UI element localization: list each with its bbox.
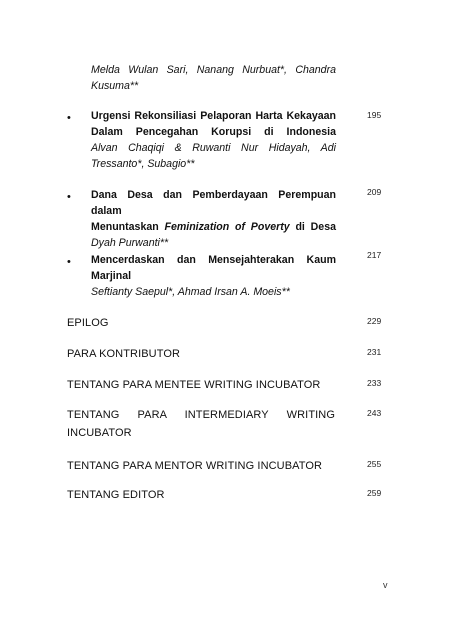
entry-title-line: Mencerdaskan dan Mensejahterakan Kaum bbox=[91, 254, 336, 266]
author-line: Melda Wulan Sari, Nanang Nurbuat*, Chandra bbox=[91, 64, 336, 76]
page-number: 229 bbox=[367, 316, 382, 326]
page-number: 259 bbox=[367, 488, 382, 498]
page-number: 209 bbox=[367, 187, 382, 197]
page-number: 243 bbox=[367, 408, 382, 418]
entry-title-line: Urgensi Rekonsiliasi Pelaporan Harta Kekayaan bbox=[91, 110, 336, 122]
page-number: 233 bbox=[367, 378, 382, 388]
page-number: 195 bbox=[367, 110, 382, 120]
footer-page-number: v bbox=[383, 580, 388, 590]
section-para-kontributor[interactable]: PARA KONTRIBUTOR bbox=[67, 348, 181, 360]
continuation-author bbox=[91, 62, 336, 94]
bullet-icon: • bbox=[67, 112, 71, 124]
page-number: 231 bbox=[367, 347, 382, 357]
title-text: di Desa bbox=[289, 221, 336, 233]
section-editor[interactable]: TENTANG EDITOR bbox=[67, 489, 165, 501]
section-mentor[interactable]: TENTANG PARA MENTOR WRITING INCUBATOR bbox=[67, 460, 323, 472]
entry-author-line: Dyah Purwanti** bbox=[91, 237, 169, 249]
entry-title-line: Dalam Pencegahan Korupsi di Indonesia bbox=[91, 126, 336, 138]
page-number: 255 bbox=[367, 459, 382, 469]
page-number: 217 bbox=[367, 250, 382, 260]
title-text: Menuntaskan bbox=[91, 221, 165, 233]
section-intermediary[interactable] bbox=[67, 406, 335, 442]
author-line: Kusuma** bbox=[91, 80, 139, 92]
entry-author-line: Tressanto*, Subagio** bbox=[91, 158, 195, 170]
entry-title-line: Marjinal bbox=[91, 270, 132, 282]
section-title-line: INCUBATOR bbox=[67, 427, 132, 439]
toc-entry[interactable] bbox=[91, 187, 336, 251]
bullet-icon: • bbox=[67, 256, 71, 268]
section-epilog[interactable]: EPILOG bbox=[67, 317, 109, 329]
toc-entry[interactable] bbox=[91, 108, 336, 172]
entry-title-line bbox=[91, 219, 336, 235]
entry-title-line: Dana Desa dan Pemberdayaan Perempuan dalam bbox=[91, 189, 336, 217]
entry-author-line: Seftianty Saepul*, Ahmad Irsan A. Moeis** bbox=[91, 286, 290, 298]
section-mentee[interactable]: TENTANG PARA MENTEE WRITING INCUBATOR bbox=[67, 379, 321, 391]
section-title-line: TENTANG PARA INTERMEDIARY WRITING bbox=[67, 409, 335, 421]
bullet-icon: • bbox=[67, 191, 71, 203]
title-italic-text: Feminization of Poverty bbox=[164, 221, 290, 233]
entry-author-line: Alvan Chaqiqi & Ruwanti Nur Hidayah, Adi bbox=[91, 142, 336, 154]
toc-entry[interactable] bbox=[91, 252, 336, 300]
